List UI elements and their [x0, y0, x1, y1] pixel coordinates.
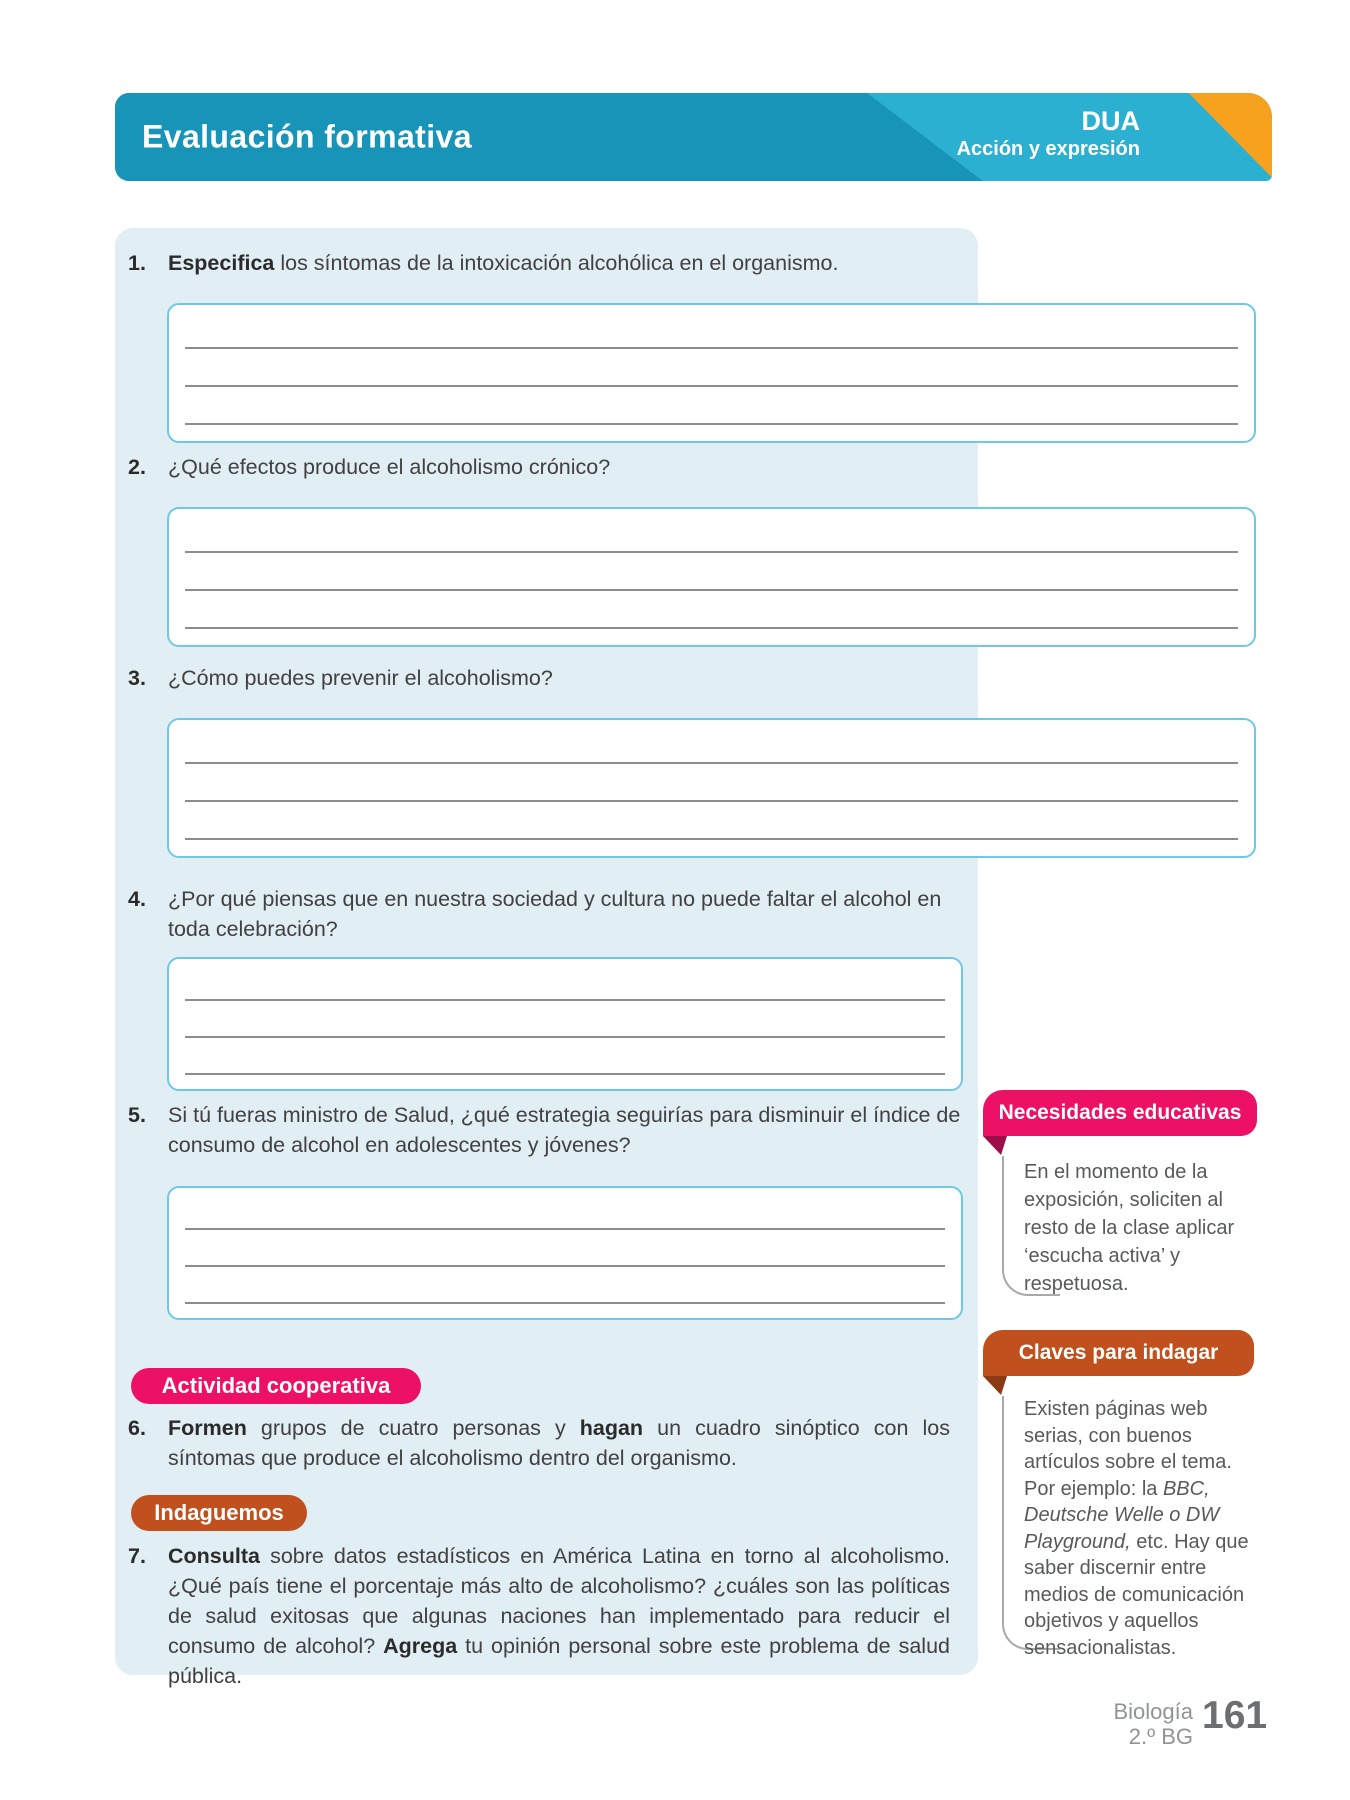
page-title: Evaluación formativa — [142, 118, 472, 155]
question-1-number: 1. — [128, 251, 146, 275]
ruled-line — [185, 551, 1238, 553]
page-number: 161 — [1202, 1694, 1268, 1737]
answer-box-1[interactable] — [167, 303, 1256, 443]
question-6-keyword-1: Formen — [168, 1416, 247, 1440]
question-4-text: ¿Por qué piensas que en nuestra sociedad y cultura no puede faltar el alcohol en toda celebración? — [168, 887, 942, 941]
dua-badge — [957, 106, 1140, 161]
question-2-number: 2. — [128, 455, 146, 479]
ruled-line — [185, 1036, 945, 1038]
answer-box-3[interactable] — [167, 718, 1256, 858]
question-7-text: Consulta sobre datos estadísticos en América Latina en torno al alcoholismo. ¿Qué país tiene el porcentaje más alto de alcoholismo? ¿cuáles son las políticas de salud exitosas que algunas naciones han implementado para reducir el consumo de alcohol? Agrega tu opinión personal sobre este problema de salud pública. — [168, 1544, 950, 1688]
ruled-line — [185, 423, 1238, 425]
footer-subject: Biología — [1113, 1699, 1193, 1724]
dua-badge-title: DUA — [1081, 106, 1140, 136]
question-6-keyword-2: hagan — [579, 1416, 644, 1440]
ruled-line — [185, 1228, 945, 1230]
question-4-number: 4. — [128, 887, 146, 911]
ruled-line — [185, 762, 1238, 764]
ruled-line — [185, 1073, 945, 1075]
ruled-line — [185, 627, 1238, 629]
question-7-keyword-2: Agrega — [383, 1634, 458, 1658]
ruled-line — [185, 1265, 945, 1267]
ruled-line — [185, 1302, 945, 1304]
question-6-number: 6. — [128, 1416, 146, 1440]
question-3-text: ¿Cómo puedes prevenir el alcoholismo? — [168, 666, 553, 690]
footer-grade: 2.º BG — [1128, 1724, 1193, 1749]
answer-box-4[interactable] — [167, 957, 963, 1091]
inquiry-keys-callout-body: Existen páginas web serias, con buenos artículos sobre el tema. Por ejemplo: la BBC, Deutsche Welle o DW Playground, etc. Hay que saber discernir entre medios de comunicación objetivos y aquellos sensacionalistas. — [1024, 1398, 1249, 1659]
callout-fold-decoration — [983, 1136, 1007, 1155]
page-header-banner — [115, 93, 1272, 181]
cooperative-activity-badge: Actividad cooperativa — [131, 1368, 421, 1404]
question-1-keyword: Especifica — [168, 251, 275, 275]
ruled-line — [185, 347, 1238, 349]
question-5-number: 5. — [128, 1103, 146, 1127]
special-needs-callout-title: Necesidades educativas — [983, 1090, 1257, 1136]
question-6-text: Formen grupos de cuatro personas y hagan un cuadro sinóptico con los síntomas que produce el alcoholismo dentro del organismo. — [168, 1416, 950, 1470]
inquiry-badge: Indaguemos — [131, 1495, 307, 1531]
inquiry-keys-callout-title: Claves para indagar — [983, 1330, 1254, 1376]
footer-subject-label — [1113, 1699, 1193, 1749]
question-7-keyword-1: Consulta — [168, 1544, 260, 1568]
callout-fold-decoration — [983, 1376, 1007, 1395]
ruled-line — [185, 838, 1238, 840]
italic-source-names: BBC, Deutsche Welle o DW Playground, — [1024, 1477, 1220, 1553]
ruled-line — [185, 589, 1238, 591]
question-7-number: 7. — [128, 1544, 146, 1568]
ruled-line — [185, 385, 1238, 387]
ruled-line — [185, 800, 1238, 802]
dua-badge-subtitle: Acción y expresión — [956, 138, 1140, 160]
ruled-line — [185, 999, 945, 1001]
question-2-text: ¿Qué efectos produce el alcoholismo crónico? — [168, 455, 611, 479]
answer-box-5[interactable] — [167, 1186, 963, 1320]
question-3-number: 3. — [128, 666, 146, 690]
question-1-text: Especifica los síntomas de la intoxicación alcohólica en el organismo. — [168, 251, 839, 275]
answer-box-2[interactable] — [167, 507, 1256, 647]
special-needs-callout-body: En el momento de la exposición, soliciten al resto de la clase aplicar ‘escucha activa’ y respetuosa. — [1024, 1161, 1235, 1295]
question-5-text: Si tú fueras ministro de Salud, ¿qué estrategia seguirías para disminuir el índice de consumo de alcohol en adolescentes y jóvenes? — [168, 1103, 961, 1157]
